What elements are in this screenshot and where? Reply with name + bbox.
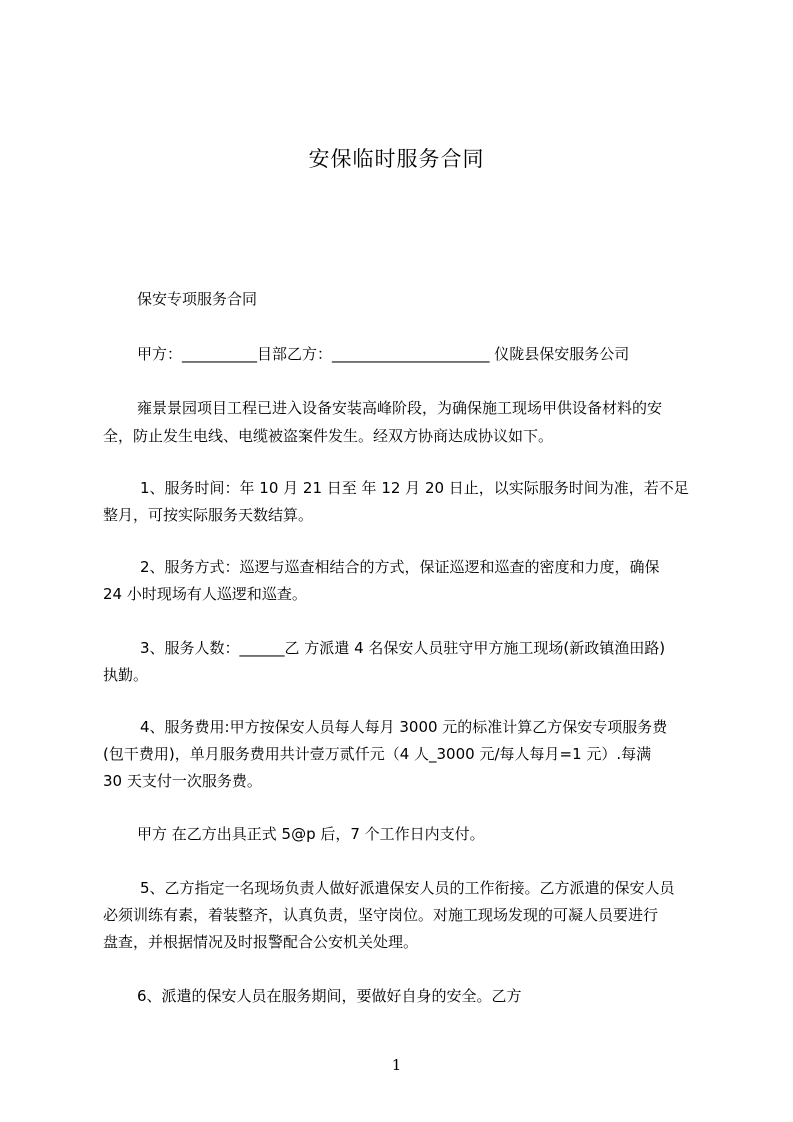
intro-line-1: 雍景景园项目工程已进入设备安装高峰阶段，为确保施工现场甲供设备材料的安 <box>137 399 663 417</box>
clause-5-line-3: 盘查，并根据情况及时报警配合公安机关处理。 <box>103 933 419 951</box>
page-number: 1 <box>391 1056 402 1074</box>
clause-5-line-2: 必须训练有素，着装整齐，认真负责，坚守岗位。对施工现场发现的可凝人员要进行 <box>103 906 659 924</box>
clause-4-line-1: 4、服务费用:甲方按保安人员每人每月 3000 元的标准计算乙方保安专项服务费 <box>140 718 668 736</box>
clause-4-line-3: 30 天支付一次服务费。 <box>103 772 262 790</box>
clause-4-line-2: (包干费用)，单月服务费用共计壹万贰仟元（4 人_3000 元/每人每月=1 元）.每满 <box>103 745 652 763</box>
payment-note-line: 甲方 在乙方出具正式 5@p 后，7 个工作日内支付。 <box>137 825 485 843</box>
clause-1-line-2: 整月，可按实际服务天数结算。 <box>103 506 314 524</box>
clause-2-line-1: 2、服务方式：巡逻与巡查相结合的方式，保证巡逻和巡查的密度和力度，确保 <box>140 558 660 576</box>
clause-5-line-1: 5、乙方指定一名现场负责人做好派遣保安人员的工作衔接。乙方派遣的保安人员 <box>140 879 675 897</box>
intro-line-2: 全，防止发生电线、电缆被盗案件发生。经双方协商达成协议如下。 <box>103 427 554 445</box>
contract-subtitle: 保安专项服务合同 <box>137 290 258 308</box>
clause-3-line-1: 3、服务人数：______乙 方派遣 4 名保安人员驻守甲方施工现场(新政镇渔田路) <box>140 639 666 657</box>
parties-line: 甲方：__________目部乙方：_____________________ 仪陇县保安服务公司 <box>137 345 630 363</box>
document-title: 安保临时服务合同 <box>308 147 485 171</box>
clause-3-line-2: 执勤。 <box>103 666 149 684</box>
clause-1-line-1: 1、服务时间：年 10 月 21 日至 年 12 月 20 日止，以实际服务时间为准，若不足 <box>140 479 689 497</box>
clause-6-line-1: 6、派遣的保安人员在服务期间，要做好自身的安全。乙方 <box>137 987 522 1005</box>
clause-2-line-2: 24 小时现场有人巡逻和巡查。 <box>103 585 307 603</box>
